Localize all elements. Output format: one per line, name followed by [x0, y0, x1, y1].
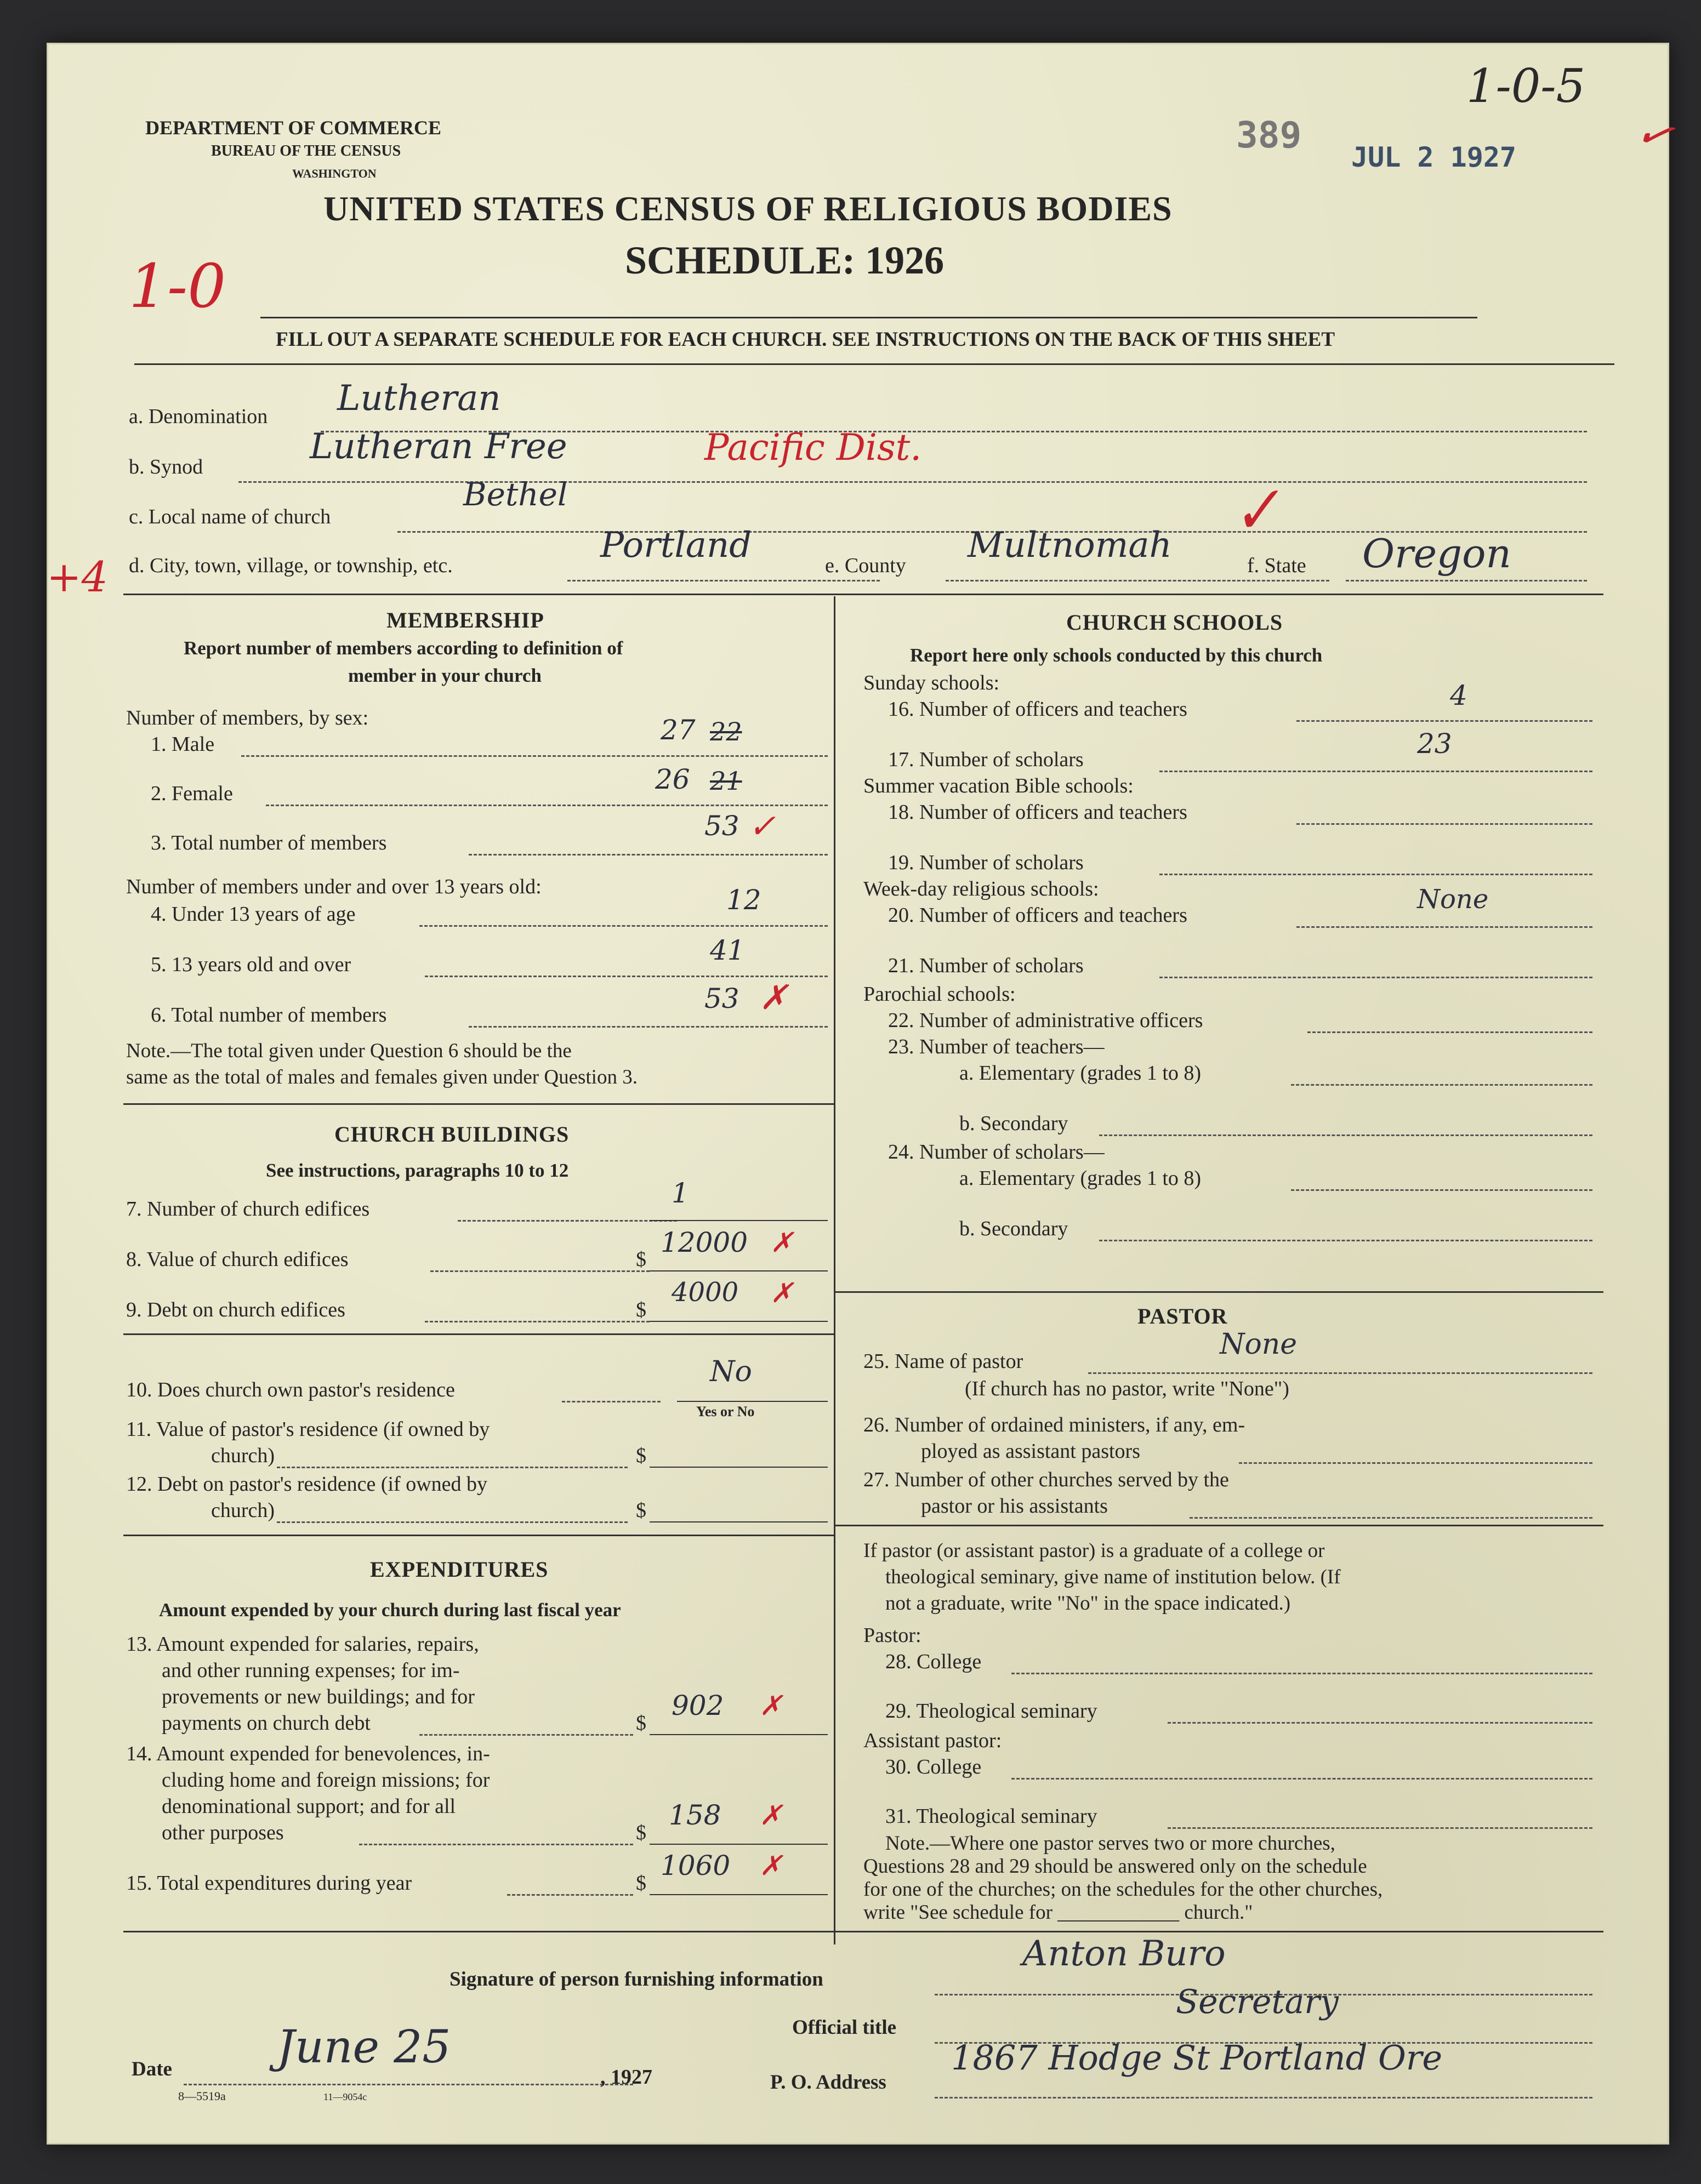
q23a-line[interactable]: [1291, 1084, 1592, 1086]
q24-label: 24. Number of scholars—: [888, 1141, 1105, 1164]
pastor-sub-label: Pastor:: [863, 1624, 921, 1647]
q25-label: 25. Name of pastor: [863, 1350, 1023, 1373]
membership-intro-1: Report number of members according to definition of: [184, 637, 623, 659]
expenditures-heading: EXPENDITURES: [370, 1557, 549, 1582]
q23b-line[interactable]: [1099, 1134, 1592, 1136]
q15-label: 15. Total expenditures during year: [126, 1872, 412, 1895]
synod-district-note[interactable]: Pacific Dist.: [704, 426, 922, 469]
q20-label: 20. Number of officers and teachers: [888, 904, 1187, 927]
q12-line: [277, 1521, 628, 1523]
date-label: Date: [132, 2058, 172, 2080]
q1-label: 1. Male: [151, 733, 215, 756]
q9-line: [425, 1321, 650, 1322]
print-number: 11—9054c: [323, 2091, 367, 2102]
state-line: [1346, 580, 1587, 581]
q15-value[interactable]: 1060: [661, 1850, 731, 1881]
pastor-note-2: Questions 28 and 29 should be answered only on the schedule: [863, 1855, 1367, 1878]
q11-line: [277, 1467, 628, 1468]
q26-line-2: ployed as assistant pastors: [921, 1440, 1141, 1463]
q12-dollar: $: [636, 1499, 646, 1522]
title-rule-top: [260, 317, 1477, 318]
q17-line: [1159, 771, 1592, 772]
q14-answer-line: [650, 1844, 828, 1845]
expenditures-intro: Amount expended by your church during last fiscal year: [159, 1599, 621, 1621]
q11-dollar: $: [636, 1444, 646, 1467]
q14-value[interactable]: 158: [669, 1799, 721, 1831]
q22-line[interactable]: [1307, 1031, 1592, 1033]
q13-dollar: $: [636, 1712, 646, 1735]
membership-note-2: same as the total of males and females given under Question 3.: [126, 1066, 638, 1088]
q3-check-mark: ✓: [748, 807, 776, 846]
synod-label: b. Synod: [129, 455, 203, 478]
city-line: [567, 580, 880, 581]
q11-label-1: 11. Value of pastor's residence (if owned by: [126, 1418, 490, 1441]
footer-rule: [123, 1931, 1603, 1932]
q13-line-2: and other running expenses; for im-: [162, 1659, 460, 1682]
q31-label: 31. Theological seminary: [885, 1805, 1097, 1828]
q21-line[interactable]: [1159, 977, 1592, 978]
pastor-rule: [834, 1525, 1603, 1526]
q25-line: [1088, 1372, 1592, 1374]
q1-struck-value: 22: [710, 717, 742, 746]
q14-line-3: denominational support; and for all: [162, 1795, 456, 1818]
q13-answer-line: [650, 1734, 828, 1735]
q21-label: 21. Number of scholars: [888, 954, 1084, 977]
received-date-stamp: JUL 2 1927: [1351, 141, 1517, 173]
q14-line-4: other purposes: [162, 1821, 284, 1844]
schedule-title: SCHEDULE: 1926: [625, 238, 945, 282]
signature-label: Signature of person furnishing information: [450, 1968, 823, 1991]
title-rule-bottom: [134, 363, 1614, 365]
q13-check-mark: ✗: [759, 1690, 782, 1721]
q24a-label: a. Elementary (grades 1 to 8): [959, 1167, 1202, 1190]
city-value[interactable]: Portland: [600, 525, 752, 566]
synod-line: [238, 481, 1587, 483]
q28-line[interactable]: [1011, 1673, 1592, 1674]
q12-label-1: 12. Debt on pastor's residence (if owned by: [126, 1473, 488, 1496]
buildings-rule: [123, 1333, 834, 1335]
q6-check-mark: ✗: [759, 977, 788, 1017]
q13-line-3: provements or new buildings; and for: [162, 1685, 475, 1708]
q24a-line[interactable]: [1291, 1189, 1592, 1191]
schools-heading: CHURCH SCHOOLS: [1066, 610, 1283, 635]
q15-line: [507, 1894, 633, 1896]
q4-value[interactable]: 12: [726, 884, 761, 916]
q28-label: 28. College: [885, 1650, 982, 1673]
graduate-note-3: not a graduate, write "No" in the space indicated.): [885, 1592, 1291, 1615]
county-value[interactable]: Multnomah: [968, 525, 1172, 566]
q8-label: 8. Value of church edifices: [126, 1248, 349, 1271]
q13-line-1: 13. Amount expended for salaries, repairs,: [126, 1633, 479, 1656]
q3-value[interactable]: 53: [704, 810, 739, 842]
top-check-mark: ✓: [1629, 104, 1681, 164]
q12-label-2: church): [211, 1499, 275, 1522]
q6-value[interactable]: 53: [704, 983, 739, 1014]
q5-value[interactable]: 41: [710, 934, 745, 966]
q6-line: [469, 1026, 828, 1028]
q23b-label: b. Secondary: [959, 1112, 1068, 1135]
weekday-schools-label: Week-day religious schools:: [863, 877, 1099, 900]
q8-check-mark: ✗: [770, 1227, 793, 1258]
q10-label: 10. Does church own pastor's residence: [126, 1378, 455, 1401]
q23-label: 23. Number of teachers—: [888, 1035, 1105, 1058]
q15-answer-line: [650, 1894, 828, 1895]
q24b-label: b. Secondary: [959, 1217, 1068, 1240]
q26-line-1: 26. Number of ordained ministers, if any, em-: [863, 1413, 1245, 1436]
q10-answer-line: [677, 1401, 828, 1402]
q14-dollar: $: [636, 1821, 646, 1844]
q16-label: 16. Number of officers and teachers: [888, 698, 1187, 721]
q31-line[interactable]: [1168, 1827, 1592, 1829]
column-divider: [834, 596, 835, 1944]
pastor-note-1: Note.—Where one pastor serves two or more churches,: [885, 1832, 1335, 1855]
q29-label: 29. Theological seminary: [885, 1700, 1097, 1723]
q6-label: 6. Total number of members: [151, 1003, 387, 1027]
q30-label: 30. College: [885, 1755, 982, 1778]
address-label: P. O. Address: [770, 2071, 886, 2094]
q1-line: [241, 755, 828, 757]
assistant-sub-label: Assistant pastor:: [863, 1729, 1002, 1752]
q9-label: 9. Debt on church edifices: [126, 1298, 345, 1321]
q1-value[interactable]: 27: [661, 714, 696, 746]
q5-label: 5. 13 years old and over: [151, 953, 351, 976]
church-name-label: c. Local name of church: [129, 505, 331, 528]
schools-intro: Report here only schools conducted by this church: [910, 645, 1323, 666]
q14-line-2: cluding home and foreign missions; for: [162, 1769, 490, 1792]
residence-rule: [123, 1535, 834, 1536]
address-line: [935, 2097, 1592, 2099]
church-name-value[interactable]: Bethel: [463, 476, 568, 513]
q11-label-2: church): [211, 1444, 275, 1467]
q14-check-mark: ✗: [759, 1799, 782, 1831]
q3-line: [469, 854, 828, 856]
q10-value[interactable]: No: [710, 1355, 752, 1388]
q9-answer-line: [650, 1321, 828, 1322]
q2-struck-value: 21: [710, 766, 742, 796]
left-code-annotation: 1-0: [129, 251, 226, 321]
date-value[interactable]: June 25: [277, 2021, 451, 2073]
bureau-label: BUREAU OF THE CENSUS: [211, 142, 401, 159]
q2-label: 2. Female: [151, 782, 233, 805]
instruction-banner: FILL OUT A SEPARATE SCHEDULE FOR EACH CHURCH. SEE INSTRUCTIONS ON THE BACK OF THIS SHEET: [276, 328, 1335, 351]
q30-line[interactable]: [1011, 1778, 1592, 1780]
date-line: [184, 2084, 633, 2085]
q7-value[interactable]: 1: [672, 1177, 689, 1209]
church-check-mark: ✓: [1226, 472, 1286, 549]
q13-value[interactable]: 902: [672, 1690, 724, 1721]
q4-label: 4. Under 13 years of age: [151, 903, 356, 926]
q12-answer-line[interactable]: [650, 1521, 828, 1522]
q16-line: [1296, 720, 1592, 722]
q15-check-mark: ✗: [759, 1850, 782, 1881]
membership-intro-2: member in your church: [348, 665, 542, 686]
membership-note-1: Note.—The total given under Question 6 should be the: [126, 1040, 572, 1062]
q20-line: [1296, 926, 1592, 928]
stamp-number: 389: [1236, 114, 1302, 156]
official-title-label: Official title: [792, 2016, 897, 2039]
q7-answer-line: [650, 1220, 828, 1221]
membership-rule: [123, 1103, 834, 1105]
q13-line-4: payments on church debt: [162, 1712, 371, 1735]
pastor-heading: PASTOR: [1137, 1304, 1228, 1328]
q13-line: [419, 1734, 633, 1736]
q22-label: 22. Number of administrative officers: [888, 1009, 1203, 1032]
q10-line: [562, 1401, 661, 1402]
q17-value[interactable]: 23: [1417, 728, 1452, 760]
buildings-intro: See instructions, paragraphs 10 to 12: [266, 1160, 569, 1181]
q19-label: 19. Number of scholars: [888, 851, 1084, 874]
summer-schools-label: Summer vacation Bible schools:: [863, 774, 1134, 797]
top-right-code: 1-0-5: [1466, 59, 1586, 113]
graduate-note-1: If pastor (or assistant pastor) is a graduate of a college or: [863, 1539, 1325, 1562]
q25-hint: (If church has no pastor, write "None"): [965, 1377, 1289, 1400]
q2-value[interactable]: 26: [655, 763, 690, 795]
census-schedule-sheet: [47, 43, 1681, 2145]
q25-value[interactable]: None: [1220, 1328, 1298, 1361]
county-label: e. County: [825, 554, 906, 577]
q9-check-mark: ✗: [770, 1277, 793, 1309]
q29-line[interactable]: [1168, 1722, 1592, 1724]
q7-line: [458, 1220, 677, 1222]
q8-value[interactable]: 12000: [661, 1227, 748, 1258]
q14-line-1: 14. Amount expended for benevolences, in-: [126, 1742, 490, 1765]
q8-answer-line: [650, 1270, 828, 1271]
q27-line[interactable]: [1190, 1517, 1592, 1519]
q14-line: [359, 1844, 633, 1845]
synod-value[interactable]: Lutheran Free: [310, 426, 567, 467]
q17-label: 17. Number of scholars: [888, 748, 1084, 771]
form-number: 8—5519a: [178, 2089, 226, 2103]
by-age-label: Number of members under and over 13 years old:: [126, 875, 542, 898]
q9-dollar: $: [636, 1298, 646, 1321]
denomination-value[interactable]: Lutheran: [337, 378, 501, 419]
q2-line: [266, 805, 828, 806]
q27-line-2: pastor or his assistants: [921, 1495, 1108, 1518]
city-label: d. City, town, village, or township, etc.: [129, 554, 453, 577]
identity-rule: [123, 594, 1603, 595]
q19-line[interactable]: [1159, 874, 1592, 875]
state-label: f. State: [1247, 554, 1306, 577]
page-title: UNITED STATES CENSUS OF RELIGIOUS BODIES: [323, 189, 1173, 228]
q8-line: [430, 1270, 650, 1272]
membership-heading: MEMBERSHIP: [386, 608, 544, 632]
denomination-label: a. Denomination: [129, 405, 268, 428]
washington-label: WASHINGTON: [292, 167, 377, 180]
q20-value[interactable]: None: [1417, 884, 1489, 915]
pastor-note-3: for one of the churches; on the schedules for the other churches,: [863, 1878, 1383, 1901]
address-value[interactable]: 1867 Hodge St Portland Ore: [951, 2038, 1443, 2078]
sunday-schools-label: Sunday schools:: [863, 671, 1000, 694]
margin-mark: +4: [47, 552, 109, 601]
q15-dollar: $: [636, 1872, 646, 1895]
pastor-note-4: write "See schedule for ____________ church.": [863, 1901, 1253, 1924]
graduate-note-2: theological seminary, give name of institution below. (If: [885, 1566, 1341, 1588]
q27-line-1: 27. Number of other churches served by the: [863, 1468, 1229, 1491]
q24b-line[interactable]: [1099, 1240, 1592, 1241]
date-year: , 1927: [600, 2066, 652, 2089]
q18-line[interactable]: [1296, 823, 1592, 825]
q16-value[interactable]: 4: [1450, 680, 1467, 711]
county-line: [946, 580, 1329, 581]
buildings-heading: CHURCH BUILDINGS: [334, 1122, 570, 1147]
signature-value[interactable]: Anton Buro: [1022, 1934, 1226, 1974]
q9-value[interactable]: 4000: [672, 1277, 739, 1308]
state-value[interactable]: Oregon: [1362, 531, 1511, 577]
q18-label: 18. Number of officers and teachers: [888, 801, 1187, 824]
q8-dollar: $: [636, 1248, 646, 1271]
schools-rule: [834, 1291, 1603, 1293]
department-label: DEPARTMENT OF COMMERCE: [145, 117, 442, 139]
official-title-value[interactable]: Secretary: [1176, 1983, 1339, 2021]
q10-hint: Yes or No: [696, 1404, 755, 1419]
parochial-schools-label: Parochial schools:: [863, 983, 1016, 1006]
q23a-label: a. Elementary (grades 1 to 8): [959, 1062, 1202, 1085]
q11-answer-line[interactable]: [650, 1467, 828, 1468]
q7-label: 7. Number of church edifices: [126, 1198, 370, 1221]
q4-line: [419, 925, 828, 927]
q3-label: 3. Total number of members: [151, 831, 387, 854]
q26-line[interactable]: [1239, 1462, 1592, 1464]
by-sex-label: Number of members, by sex:: [126, 706, 369, 729]
